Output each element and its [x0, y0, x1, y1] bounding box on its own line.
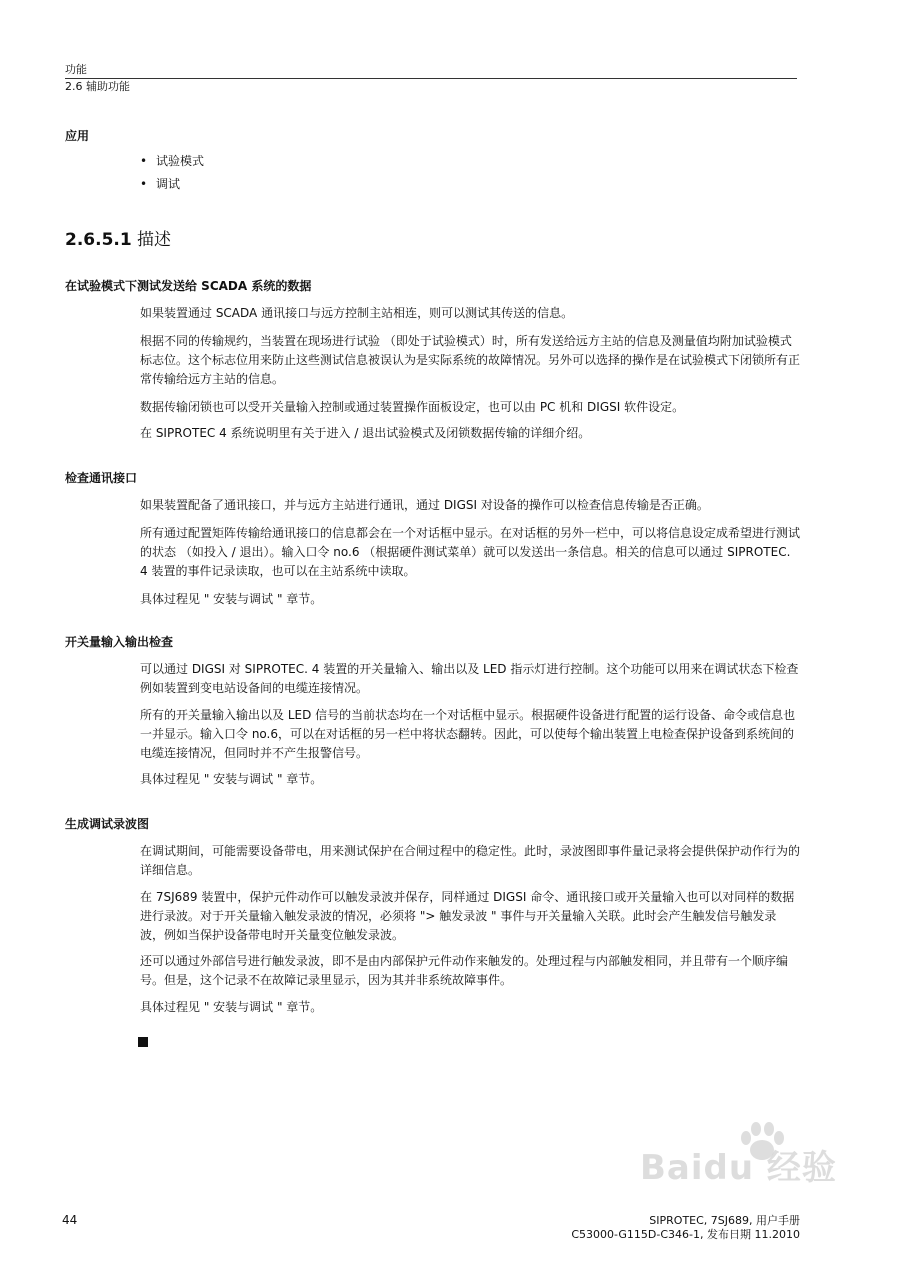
- paragraph: 具体过程见 " 安装与调试 " 章节。: [140, 592, 323, 606]
- bullet-icon: •: [140, 177, 148, 191]
- block-heading-scada: 在试验模式下测试发送给 SCADA 系统的数据: [65, 279, 312, 293]
- header-chapter: 功能: [65, 63, 87, 76]
- section-title: [65, 229, 171, 251]
- list-item: [140, 150, 204, 173]
- section-number: 2.6.5.1: [65, 230, 132, 250]
- page-number: 44: [62, 1213, 78, 1227]
- paragraph: 在 7SJ689 装置中，保护元件动作可以触发录波并保存，同样通过 DIGSI 命令、通讯接口或开关量输入也可以对同样的数据进行录波。对于开关量输入触发录波的情况，必须将 "> 触发录波 " 事件与开关量输入关联。此时会产生触发信号触发录波，例如当保护设备带电时开关量变位触发录波。: [140, 890, 795, 942]
- bullet-icon: •: [140, 154, 148, 168]
- footer-doc-id: C53000-G115D-C346-1, 发布日期 11.2010: [571, 1228, 800, 1241]
- application-list: [140, 150, 204, 196]
- block-heading-io-check: 开关量输入输出检查: [65, 635, 174, 649]
- paragraph: 可以通过 DIGSI 对 SIPROTEC. 4 装置的开关量输入、输出以及 LED 指示灯进行控制。这个功能可以用来在调试状态下检查例如装置到变电站设备间的电缆连接情况。: [140, 662, 799, 695]
- paragraph: 如果装置通过 SCADA 通讯接口与远方控制主站相连，则可以测试其传送的信息。: [140, 306, 574, 320]
- paragraph: 在调试期间，可能需要设备带电，用来测试保护在合闸过程中的稳定性。此时，录波图即事件量记录将会提供保护动作行为的详细信息。: [140, 844, 801, 877]
- list-item: [140, 173, 204, 196]
- block-heading-fault-record: 生成调试录波图: [65, 817, 150, 831]
- block-heading-comm-interface: 检查通讯接口: [65, 471, 138, 485]
- paragraph: 具体过程见 " 安装与调试 " 章节。: [140, 1000, 323, 1014]
- paragraph: 所有的开关量输入输出以及 LED 信号的当前状态均在一个对话框中显示。根据硬件设备进行配置的运行设备、命令或信息也一并显示。输入口令 no.6，可以在对话框的另一栏中将状态翻转。因此，可以使每个输出装置上电检查保护设备到系统间的电缆连接情况，但同时并不产生报警信号。: [140, 708, 796, 760]
- paragraph: 数据传输闭锁也可以受开关量输入控制或通过装置操作面板设定，也可以由 PC 机和 DIGSI 软件设定。: [140, 400, 685, 414]
- running-header: [65, 63, 797, 94]
- footer-manual: SIPROTEC, 7SJ689, 用户手册: [649, 1214, 800, 1227]
- paragraph: 所有通过配置矩阵传输给通讯接口的信息都会在一个对话框中显示。在对话框的另外一栏中，可以将信息设定成希望进行测试的状态 （如投入 / 退出）。输入口令 no.6 （根据硬件测试菜单）就可以发送出一条信息。相关的信息可以通过 SIPROTEC. 4 装置的事件记录读取，也可以在主站系统中读取。: [140, 526, 801, 578]
- footer-info: [560, 1214, 800, 1242]
- paragraph: 根据不同的传输规约，当装置在现场进行试验 （即处于试验模式）时，所有发送给远方主站的信息及测量值均附加试验模式标志位。这个标志位用来防止这些测试信息被误认为是实际系统的故障情况。另外可以选择的操作是在试验模式下闭锁所有正常传输给远方主站的信息。: [140, 334, 801, 386]
- application-heading: 应用: [65, 129, 90, 143]
- list-item-text: 调试: [156, 177, 181, 191]
- paragraph: 在 SIPROTEC 4 系统说明里有关于进入 / 退出试验模式及闭锁数据传输的详细介绍。: [140, 426, 591, 440]
- paragraph: 如果装置配备了通讯接口，并与远方主站进行通讯，通过 DIGSI 对设备的操作可以检查信息传输是否正确。: [140, 498, 709, 512]
- header-rule: [65, 78, 797, 79]
- section-title-text: 描述: [137, 230, 171, 250]
- paragraph: 还可以通过外部信号进行触发录波，即不是由内部保护元件动作来触发的。处理过程与内部触发相同，并且带有一个顺序编号。但是，这个记录不在故障记录里显示，因为其并非系统故障事件。: [140, 954, 789, 987]
- paragraph: 具体过程见 " 安装与调试 " 章节。: [140, 772, 323, 786]
- end-mark-square: [138, 1037, 148, 1047]
- header-section: 2.6 辅助功能: [65, 80, 130, 93]
- list-item-text: 试验模式: [156, 154, 205, 168]
- watermark-text: Baidu 经验: [640, 1148, 837, 1188]
